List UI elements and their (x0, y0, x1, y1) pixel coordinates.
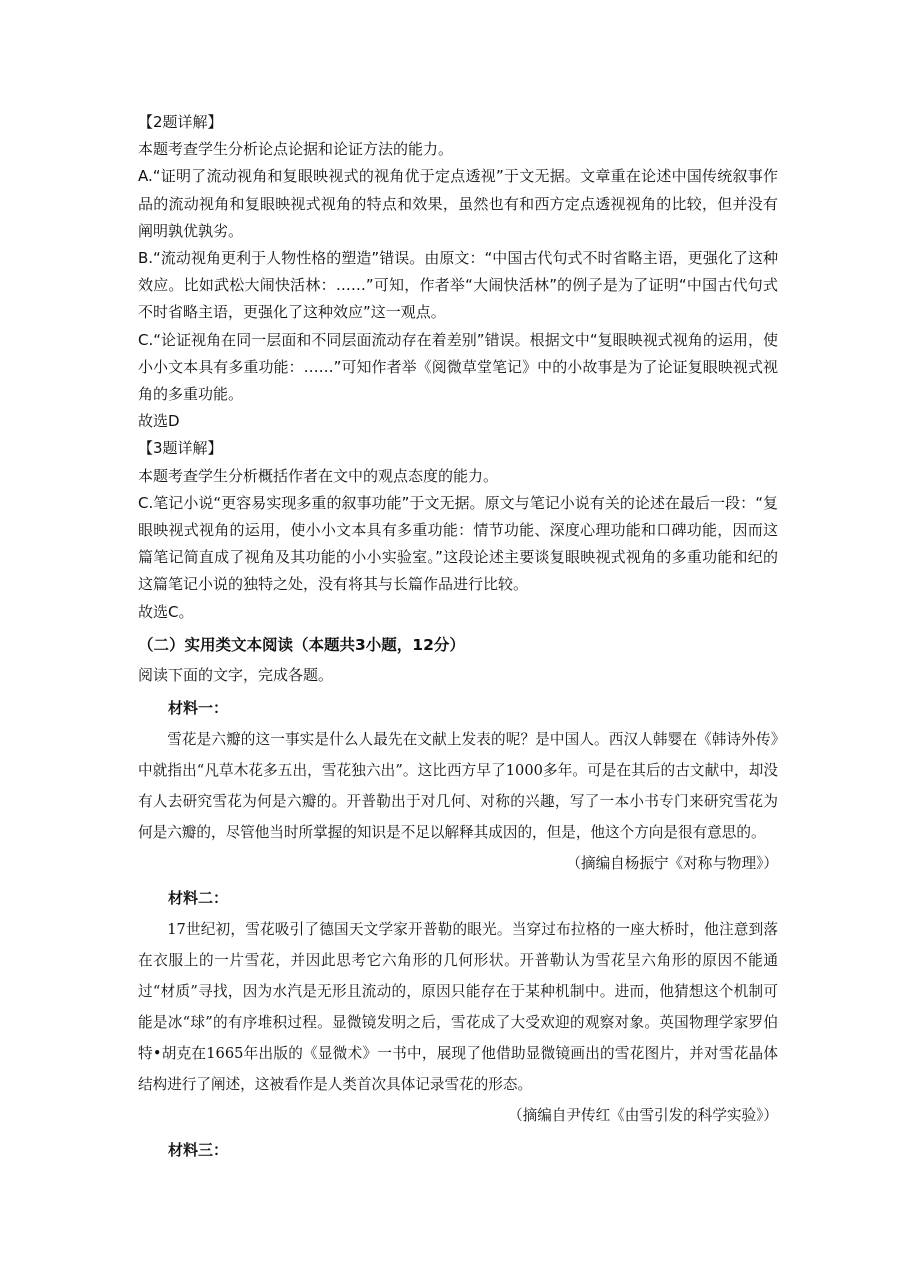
question-2-option-b: B.“流动视角更利于人物性格的塑造”错误。由原文：“中国古代句式不时省略主语，更强化了这种效应。比如武松大闹快活林：……”可知，作者举“大闹快活林”的例子是为了证明“中国古代句式不时省略主语，更强化了这种效应”这一观点。 (138, 249, 778, 322)
question-3-explanation (138, 435, 778, 625)
material-3-label: 材料三： (168, 1141, 229, 1160)
material-2-text: 17世纪初，雪花吸引了德国天文学家开普勒的眼光。当穿过布拉格的一座大桥时，他注意到落在衣服上的一片雪花，并因此思考它六角形的几何形状。开普勒认为雪花呈六角形的原因不能通过“材质”寻找，因为水汽是无形且流动的，原因只能存在于某种机制中。进而，他猜想这个机制可能是冰“球”的有序堆积过程。显微镜发明之后，雪花成了大受欢迎的观察对象。英国物理学家罗伯特•胡克在1665年出版的《显微术》一书中，展现了他借助显微镜画出的雪花图片，并对雪花晶体结构进行了阐述，这被看作是人类首次具体记录雪花的形态。 (138, 921, 778, 1094)
material-1-text: 雪花是六瓣的这一事实是什么人最先在文献上发表的呢？是中国人。西汉人韩婴在《韩诗外传》中就指出“凡草木花多五出，雪花独六出”。这比西方早了1000多年。可是在其后的古文献中，却没有人去研究雪花为何是六瓣的。开普勒出于对几何、对称的兴趣，写了一本小书专门来研究雪花为何是六瓣的，尽管他当时所掌握的知识是不足以解释其成因的，但是，他这个方向是很有意思的。 (138, 731, 778, 842)
document-page (138, 109, 778, 1165)
section-2 (138, 628, 778, 689)
material-3 (138, 1135, 778, 1165)
material-2 (138, 883, 778, 1131)
question-2-title: 【2题详解】 (138, 113, 223, 131)
material-1-source: （摘编自杨振宁《对称与物理》） (566, 855, 778, 873)
question-3-option-c: C.笔记小说“更容易实现多重的叙事功能”于文无据。原文与笔记小说有关的论述在最后一段：“复眼映视式视角的运用，使小小文本具有多重功能：情节功能、深度心理功能和口碑功能，因而这篇笔记简直成了视角及其功能的小小实验室。”这段论述主要谈复眼映视式视角的多重功能和纪的这篇笔记小说的独特之处，没有将其与长篇作品进行比较。 (138, 493, 778, 594)
material-1-label: 材料一： (168, 699, 229, 718)
material-2-label: 材料二： (168, 889, 229, 908)
question-2-explanation (138, 109, 778, 435)
question-2-option-c: C.“论证视角在同一层面和不同层面流动存在着差别”错误。根据文中“复眼映视式视角的运用，使小小文本具有多重功能：……”可知作者举《阅微草堂笔记》中的小故事是为了论证复眼映视式视角的多重功能。 (138, 330, 778, 404)
question-2-intro: 本题考查学生分析论点论据和论证方法的能力。 (138, 140, 454, 159)
section-2-heading: （二）实用类文本阅读（本题共3小题，12分） (138, 635, 465, 654)
question-3-title: 【3题详解】 (138, 439, 223, 458)
question-2-option-a: A.“证明了流动视角和复眼映视式的视角优于定点透视”于文无据。文章重在论述中国传统叙事作品的流动视角和复眼映视式视角的特点和效果，虽然也有和西方定点透视视角的比较，但并没有阐明孰优孰劣。 (138, 167, 778, 240)
material-1 (138, 693, 778, 879)
material-2-source: （摘编自尹传红《由雪引发的科学实验》） (508, 1107, 778, 1125)
question-2-answer: 故选D (138, 412, 180, 431)
question-3-intro: 本题考查学生分析概括作者在文中的观点态度的能力。 (138, 466, 499, 485)
question-3-answer: 故选C。 (138, 602, 194, 621)
section-2-instruction: 阅读下面的文字，完成各题。 (138, 665, 334, 684)
